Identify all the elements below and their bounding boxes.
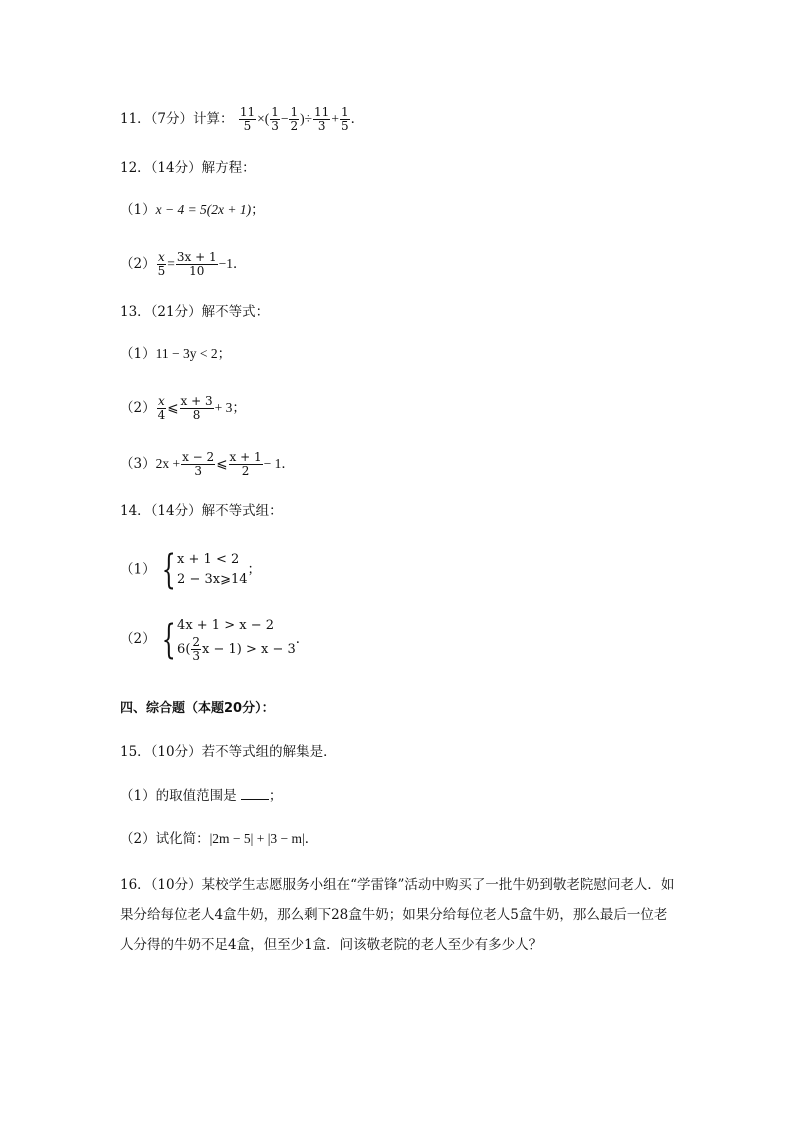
q11-end: ． <box>350 111 365 127</box>
question-16: 16．（10分）某校学生志愿服务小组在“学雷锋”活动中购买了一批牛奶到敬老院慰问老人．如果分给每位老人4盒牛奶，那么剩下28盒牛奶；如果分给每位老人5盒牛奶，那么最后一位老人分得的牛奶不足4盒，但至少1盒．问该敬老院的老人至少有多少人？ <box>120 877 675 953</box>
section-4-heading: 四、综合题（本题20分）： <box>120 701 275 716</box>
q12-p2-fraction-2: $\frac{3x + 1}{10}$ <box>176 250 217 278</box>
q14-p1-system <box>156 547 248 593</box>
q11-fraction-3: $\frac{1}{2}$ <box>290 105 299 133</box>
q14-p1-row-2: 2 − 3x⩾14 <box>177 572 248 587</box>
q13-p1-end: ； <box>217 346 232 362</box>
question-11 <box>120 106 364 133</box>
q11-op-4: + <box>331 111 339 126</box>
q12-p1-label: （1） <box>120 202 156 218</box>
q14-p2-row-1: 4x + 1 > x − 2 <box>177 618 274 633</box>
q14-p1-row-1: x + 1 < 2 <box>177 552 240 567</box>
q13-p1-label: （1） <box>120 346 156 362</box>
q11-fraction-5: $\frac{1}{5}$ <box>340 105 349 133</box>
q13-p2-end: ； <box>232 400 246 416</box>
q14-p1-label: （1） <box>120 561 156 578</box>
q15-p1-label: （1）的取值范围是 <box>120 788 237 804</box>
question-13-part-3 <box>120 451 295 478</box>
q14-p1-end: ； <box>247 561 262 578</box>
question-12-part-1 <box>120 200 265 220</box>
q12-p2-label: （2） <box>120 256 156 272</box>
q13-p2-le: ⩽ <box>167 400 179 415</box>
q13-p3-tail: − 1 <box>263 456 282 471</box>
q14-p2-end: ． <box>295 631 310 647</box>
q11-fraction-4: $\frac{11}{3}$ <box>314 105 330 133</box>
q13-p3-fraction-2: $\frac{x + 1}{2}$ <box>229 450 262 478</box>
question-14-title: 14．（14分）解不等式组： <box>120 503 283 519</box>
q11-fraction-2: $\frac{1}{3}$ <box>271 105 279 133</box>
q13-p3-le: ⩽ <box>216 456 228 471</box>
question-15-part-1 <box>120 786 282 806</box>
q13-p2-fraction-1: $\frac{x}{4}$ <box>157 394 166 422</box>
left-brace-icon: { <box>161 547 176 593</box>
q12-p1-expression: x − 4 = 5(2x + 1) <box>155 202 252 217</box>
question-13-part-1 <box>120 344 231 364</box>
q13-p3-fraction-1: $\frac{x - 2}{3}$ <box>182 450 215 478</box>
q11-prefix: 11．（7分）计算： <box>120 111 234 127</box>
q11-op-1: ×( <box>257 111 270 126</box>
q12-p2-fraction-1: $\frac{x}{5}$ <box>157 250 166 278</box>
q12-p2-tail: −1 <box>218 256 233 271</box>
q14-p2-label: （2） <box>120 631 156 647</box>
question-13-title: 13．（21分）解不等式： <box>120 304 270 320</box>
q11-op-3: )÷ <box>300 111 313 126</box>
question-15-part-2 <box>120 829 318 849</box>
q15-p1-end: ； <box>268 788 283 804</box>
q14-p2-system <box>156 616 296 663</box>
left-brace-icon: { <box>161 616 176 663</box>
question-14-part-1 <box>120 547 262 593</box>
q14-p2-row-2: 6( $\frac{2}{3}$ x − 1) > x − 3 <box>177 635 296 663</box>
q12-p1-end: ； <box>251 202 265 218</box>
q13-p3-head: 2x + <box>155 456 181 471</box>
question-12-title: 12．（14分）解方程： <box>120 160 256 176</box>
question-14-part-2 <box>120 616 309 663</box>
question-15-title: 15．（10分）若不等式组的解集是． <box>120 744 337 760</box>
q15-p2-end: ． <box>304 831 319 847</box>
question-12-part-2 <box>120 251 246 278</box>
q13-p3-end: ． <box>281 456 295 472</box>
q12-p2-equals: = <box>167 256 175 271</box>
q12-p2-end: ． <box>232 256 247 272</box>
q13-p2-fraction-2: $\frac{x + 3}{8}$ <box>180 394 213 422</box>
q15-p2-expression: |2m − 5| + |3 − m| <box>209 831 305 846</box>
q13-p1-expression: 11 − 3y < 2 <box>155 346 218 361</box>
q15-p2-label: （2）试化简： <box>120 831 210 847</box>
q11-fraction-1: $\frac{11}{5}$ <box>239 105 256 133</box>
q13-p3-label: （3） <box>120 456 156 472</box>
q13-p2-tail: + 3 <box>214 400 233 415</box>
q11-op-2: − <box>280 111 289 126</box>
q13-p2-label: （2） <box>120 400 156 416</box>
question-13-part-2 <box>120 395 246 422</box>
answer-blank <box>241 787 269 800</box>
